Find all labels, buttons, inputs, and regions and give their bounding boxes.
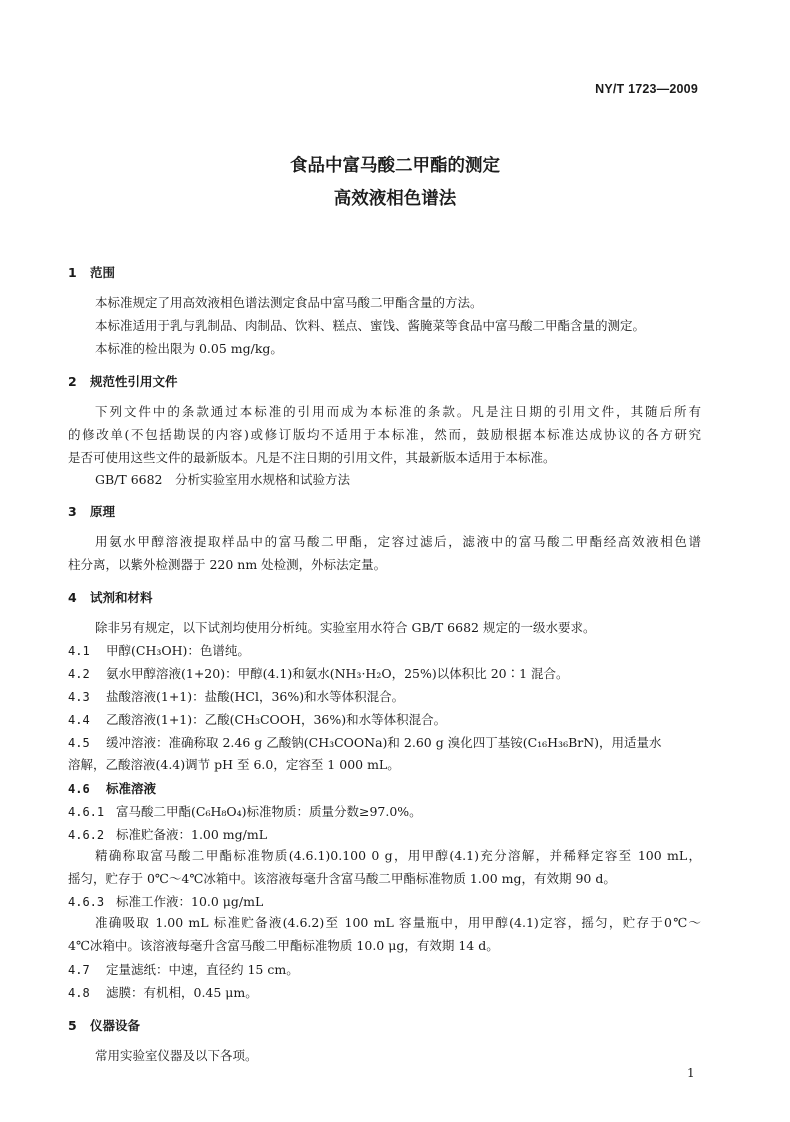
paragraph: 用氨水甲醇溶液提取样品中的富马酸二甲酯，定容过滤后，滤液中的富马酸二甲酯经高效液相色谱 <box>95 534 701 549</box>
paragraph: 的修改单(不包括勘误的内容)或修订版均不适用于本标准，然而，鼓励根据本标准达成协议的各方研究 <box>68 427 701 442</box>
clause-number: 4.3 <box>68 690 90 704</box>
clause-text: 标准溶液 <box>106 781 157 796</box>
clause-text: 氨水甲醇溶液(1+20)：甲醇(4.1)和氨水(NH₃·H₂O，25%)以体积比 20∶1 混合。 <box>106 666 569 681</box>
paragraph: 本标准的检出限为 0.05 mg/kg。 <box>95 341 283 356</box>
clause-number: 4.8 <box>68 986 90 1000</box>
paragraph: 除非另有规定，以下试剂均使用分析纯。实验室用水符合 GB/T 6682 规定的一级水要求。 <box>95 620 596 635</box>
clause-item <box>68 687 404 705</box>
normative-reference: GB/T 6682 分析实验室用水规格和试验方法 <box>95 472 351 487</box>
clause-number: 4.1 <box>68 644 90 658</box>
clause-number: 4.6 <box>68 782 90 796</box>
clause-number: 4.6.2 <box>68 828 105 842</box>
clause-number: 4.6.3 <box>68 895 105 909</box>
clause-item <box>68 641 250 659</box>
section-title: 规范性引用文件 <box>90 374 178 389</box>
paragraph: 柱分离，以紫外检测器于 220 nm 处检测，外标法定量。 <box>68 557 387 572</box>
clause-item <box>68 960 299 978</box>
section-title: 仪器设备 <box>90 1018 141 1033</box>
section-number: 3 <box>68 504 77 519</box>
paragraph: 4℃冰箱中。该溶液每毫升含富马酸二甲酯标准物质 10.0 μg，有效期 14 d。 <box>68 938 499 953</box>
paragraph: 摇匀，贮存于 0℃～4℃冰箱中。该溶液每毫升含富马酸二甲酯标准物质 1.00 mg，有效期 90 d。 <box>68 871 616 886</box>
clause-item <box>68 825 267 843</box>
clause-number: 4.4 <box>68 713 90 727</box>
clause-number: 4.2 <box>68 667 90 681</box>
clause-text: 盐酸溶液(1+1)：盐酸(HCl，36%)和水等体积混合。 <box>106 689 405 704</box>
clause-item <box>68 802 422 820</box>
section-number: 1 <box>68 265 77 280</box>
clause-text: 标准贮备液：1.00 mg/mL <box>116 827 268 842</box>
clause-item <box>68 983 258 1001</box>
clause-continuation: 溶解，乙酸溶液(4.4)调节 pH 至 6.0，定容至 1 000 mL。 <box>68 757 400 772</box>
paragraph: 本标准规定了用高效液相色谱法测定食品中富马酸二甲酯含量的方法。 <box>95 295 483 310</box>
clause-item <box>68 779 156 797</box>
clause-number: 4.5 <box>68 736 90 750</box>
clause-item <box>68 664 569 682</box>
section-title: 原理 <box>90 504 116 519</box>
section-title: 试剂和材料 <box>90 590 153 605</box>
paragraph: 精确称取富马酸二甲酯标准物质(4.6.1)0.100 0 g，用甲醇(4.1)充分溶解，并稀释定容至 100 mL， <box>95 848 701 863</box>
section-heading <box>68 372 178 390</box>
clause-text: 滤膜：有机相，0.45 μm。 <box>106 985 258 1000</box>
section-heading <box>68 263 115 281</box>
clause-item <box>68 710 446 728</box>
section-number: 2 <box>68 374 77 389</box>
clause-text: 标准工作液：10.0 μg/mL <box>116 894 264 909</box>
section-heading <box>68 588 153 606</box>
clause-text: 甲醇(CH₃OH)：色谱纯。 <box>106 643 250 658</box>
section-number: 4 <box>68 590 77 605</box>
paragraph: 常用实验室仪器及以下各项。 <box>95 1048 258 1063</box>
paragraph: 准确吸取 1.00 mL 标准贮备液(4.6.2)至 100 mL 容量瓶中，用甲醇(4.1)定容，摇匀，贮存于0℃～ <box>95 915 701 930</box>
clause-text: 缓冲溶液：准确称取 2.46 g 乙酸钠(CH₃COONa)和 2.60 g 溴化四丁基铵(C₁₆H₃₆BrN)，用适量水 <box>106 735 662 750</box>
clause-item <box>68 892 263 910</box>
section-number: 5 <box>68 1018 77 1033</box>
paragraph: 下列文件中的条款通过本标准的引用而成为本标准的条款。凡是注日期的引用文件，其随后所有 <box>95 404 701 419</box>
clause-item <box>68 733 662 751</box>
paragraph: 是否可使用这些文件的最新版本。凡是不注日期的引用文件，其最新版本适用于本标准。 <box>68 450 556 465</box>
section-heading <box>68 1016 140 1034</box>
page-number: 1 <box>687 1066 695 1080</box>
clause-text: 乙酸溶液(1+1)：乙酸(CH₃COOH，36%)和水等体积混合。 <box>106 712 447 727</box>
clause-text: 富马酸二甲酯(C₆H₈O₄)标准物质：质量分数≥97.0%。 <box>116 804 422 819</box>
standard-id: NY/T 1723—2009 <box>595 82 698 96</box>
paragraph: 本标准适用于乳与乳制品、肉制品、饮料、糕点、蜜饯、酱腌菜等食品中富马酸二甲酯含量的测定。 <box>95 318 646 333</box>
doc-title: 食品中富马酸二甲酯的测定 <box>290 156 500 176</box>
clause-text: 定量滤纸：中速，直径约 15 cm。 <box>106 962 299 977</box>
clause-number: 4.6.1 <box>68 805 105 819</box>
section-title: 范围 <box>90 265 116 280</box>
section-heading <box>68 502 115 520</box>
clause-number: 4.7 <box>68 963 90 977</box>
doc-subtitle: 高效液相色谱法 <box>333 189 457 209</box>
